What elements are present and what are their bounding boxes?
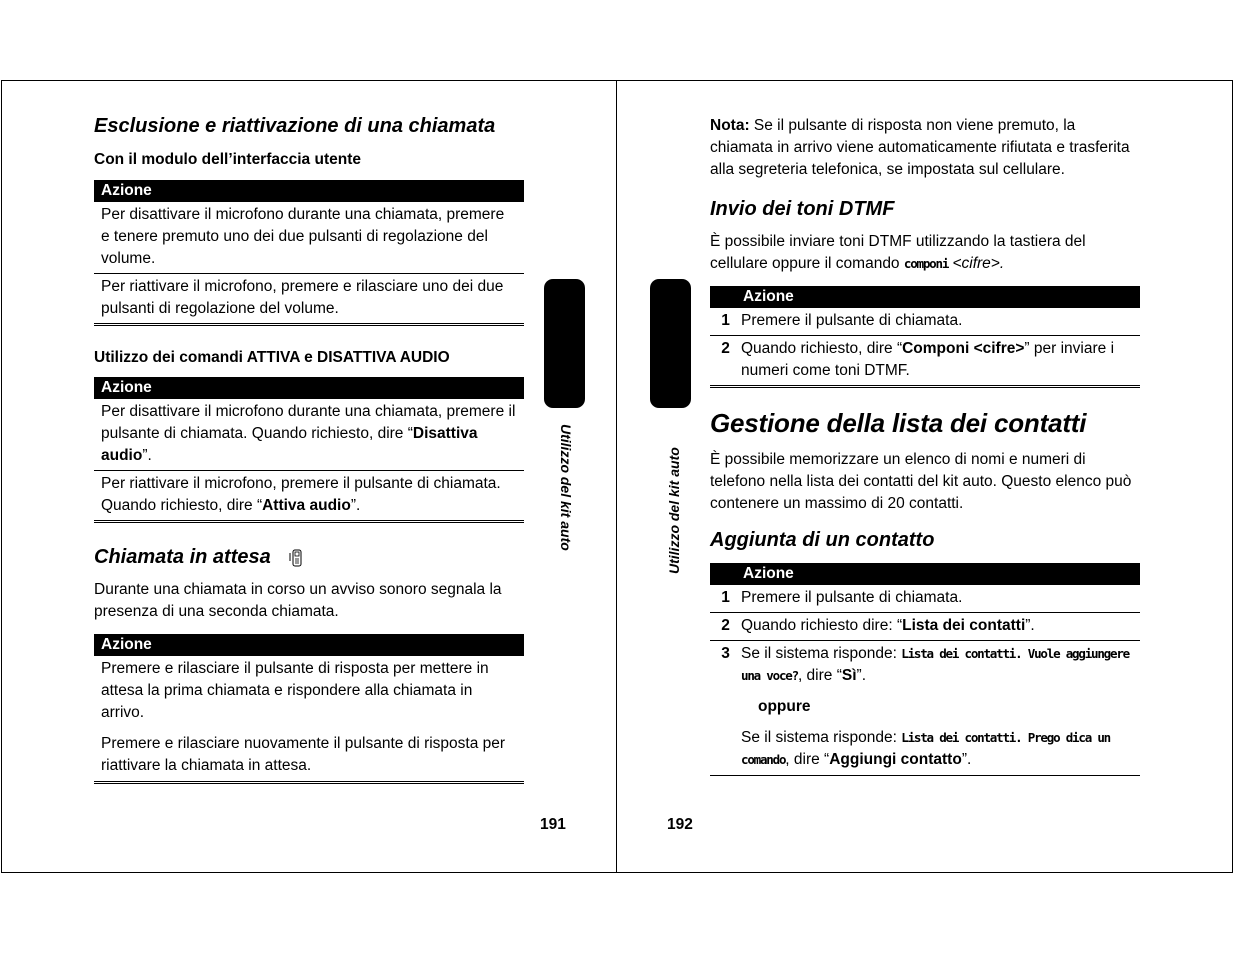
- table-row: Premere e rilasciare il pulsante di risposta per mettere in attesa la prima chiamata e rispondere alla chiamata in arrivo.: [101, 660, 489, 721]
- display-prompt: Lista dei contatti. Vuole aggiungere una voce?: [741, 646, 1129, 683]
- table-header: Azione: [94, 377, 524, 399]
- table-row: [94, 471, 524, 520]
- dtmf-intro: [710, 231, 1142, 275]
- action-table-add-contact: [710, 563, 1140, 776]
- table-row: [94, 399, 524, 471]
- or-separator: oppure: [758, 698, 811, 715]
- note-label: Nota:: [710, 117, 750, 134]
- page-number: 191: [540, 816, 566, 833]
- voice-command: Componi <cifre>: [902, 340, 1025, 357]
- contacts-intro: È possibile memorizzare un elenco di nomi e numeri di telefono nella lista dei contatti del kit auto. Questo elenco può contenere un massimo di 20 contatti.: [710, 451, 1132, 512]
- step-text: [741, 643, 1140, 771]
- section-subtitle-interface: Con il modulo dell’interfaccia utente: [94, 151, 361, 168]
- left-page-content: [94, 115, 526, 784]
- table-row: Per disattivare il microfono durante una chiamata, premere e tenere premuto uno dei due pulsanti di regolazione del volume.: [94, 202, 524, 274]
- voice-command: Sì: [841, 667, 857, 684]
- intro-text: È possibile inviare toni DTMF utilizzando la tastiera del cellulare oppure il comando: [710, 233, 1086, 272]
- step-text-part: ”.: [856, 667, 866, 684]
- section-subtitle-audio-commands: Utilizzo dei comandi ATTIVA e DISATTIVA AUDIO: [94, 349, 450, 366]
- voice-command: Lista dei contatti: [902, 617, 1026, 634]
- table-header: Azione: [710, 563, 1140, 585]
- display-command: componi: [903, 256, 949, 271]
- intro-param: <cifre>.: [948, 255, 1005, 272]
- action-table-mute-interface: [94, 180, 524, 326]
- section-title-dtmf: Invio dei toni DTMF: [710, 198, 895, 220]
- section-title-mute: Esclusione e riattivazione di una chiamata: [94, 115, 496, 137]
- phone-feature-icon: [289, 549, 305, 567]
- row-text: Per riattivare il microfono, premere il pulsante di chiamata. Quando richiesto, dire “: [101, 475, 501, 514]
- chapter-tab: [650, 279, 691, 408]
- note: [710, 115, 1142, 181]
- title-text: Chiamata in attesa: [94, 546, 271, 568]
- display-prompt: Lista dei contatti. Prego dica un comando: [741, 730, 1110, 767]
- step-text-part: Se il sistema risponde:: [741, 645, 902, 662]
- step-option-b: [741, 727, 1134, 771]
- step-number: 1: [721, 312, 730, 329]
- table-header: Azione: [94, 634, 524, 656]
- step-text-part: Quando richiesto dire: “: [741, 617, 903, 634]
- step-text-part: Quando richiesto, dire “: [741, 340, 903, 357]
- step-text-part: ”.: [961, 751, 972, 768]
- step-text-part: ”.: [1025, 617, 1035, 634]
- call-waiting-intro: Durante una chiamata in corso un avviso sonoro segnala la presenza di una seconda chiamata.: [94, 581, 502, 620]
- section-title-add-contact: Aggiunta di un contatto: [710, 529, 935, 551]
- step-text-part: Se il sistema risponde:: [741, 729, 902, 746]
- voice-command: Attiva audio: [262, 497, 351, 514]
- step-option-a: [741, 643, 1134, 687]
- chapter-tab: [544, 279, 585, 408]
- section-title-call-waiting: [94, 546, 526, 569]
- page-divider: [616, 80, 617, 873]
- table-row: [710, 308, 1140, 336]
- step-text-part: , dire “: [785, 751, 830, 768]
- step-number: 1: [721, 589, 730, 606]
- row-text: ”.: [350, 497, 361, 514]
- row-text: ”.: [142, 447, 152, 464]
- page-number: 192: [667, 816, 693, 833]
- step-number: 3: [721, 645, 730, 662]
- row-text: Per disattivare il microfono durante una chiamata, premere il pulsante di chiamata. Quando richiesto, dire “: [101, 403, 516, 442]
- step-text: [741, 338, 1140, 382]
- chapter-side-label: Utilizzo del kit auto: [666, 447, 682, 574]
- table-header: Azione: [710, 286, 1140, 308]
- chapter-side-label: Utilizzo del kit auto: [558, 424, 574, 551]
- table-row: [710, 585, 1140, 613]
- step-text: Premere il pulsante di chiamata.: [741, 589, 963, 606]
- step-number: 2: [721, 617, 730, 634]
- table-row: [710, 613, 1140, 641]
- step-text: Premere il pulsante di chiamata.: [741, 312, 963, 329]
- table-row: [710, 336, 1140, 385]
- table-header: Azione: [94, 180, 524, 202]
- table-row: [710, 641, 1140, 775]
- step-number: 2: [721, 340, 730, 357]
- action-table-dtmf: [710, 286, 1140, 388]
- step-text-part: ” per inviare i numeri come toni DTMF.: [741, 340, 1115, 379]
- step-text: [741, 615, 1140, 637]
- table-row: Per riattivare il microfono, premere e rilasciare uno dei due pulsanti di regolazione del volume.: [101, 278, 504, 317]
- action-table-call-waiting: [94, 634, 524, 784]
- table-row: Premere e rilasciare nuovamente il pulsante di risposta per riattivare la chiamata in attesa.: [101, 735, 506, 774]
- action-table-audio-commands: [94, 377, 524, 523]
- voice-command: Disattiva audio: [101, 425, 478, 464]
- section-title-contacts: Gestione della lista dei contatti: [710, 408, 1087, 438]
- note-text: Se il pulsante di risposta non viene premuto, la chiamata in arrivo viene automaticamente rifiutata e trasferita alla segreteria telefonica, se impostata sul cellulare.: [710, 117, 1130, 178]
- voice-command: Aggiungi contatto: [829, 751, 962, 768]
- step-text-part: , dire “: [797, 667, 842, 684]
- right-page-content: [710, 115, 1142, 776]
